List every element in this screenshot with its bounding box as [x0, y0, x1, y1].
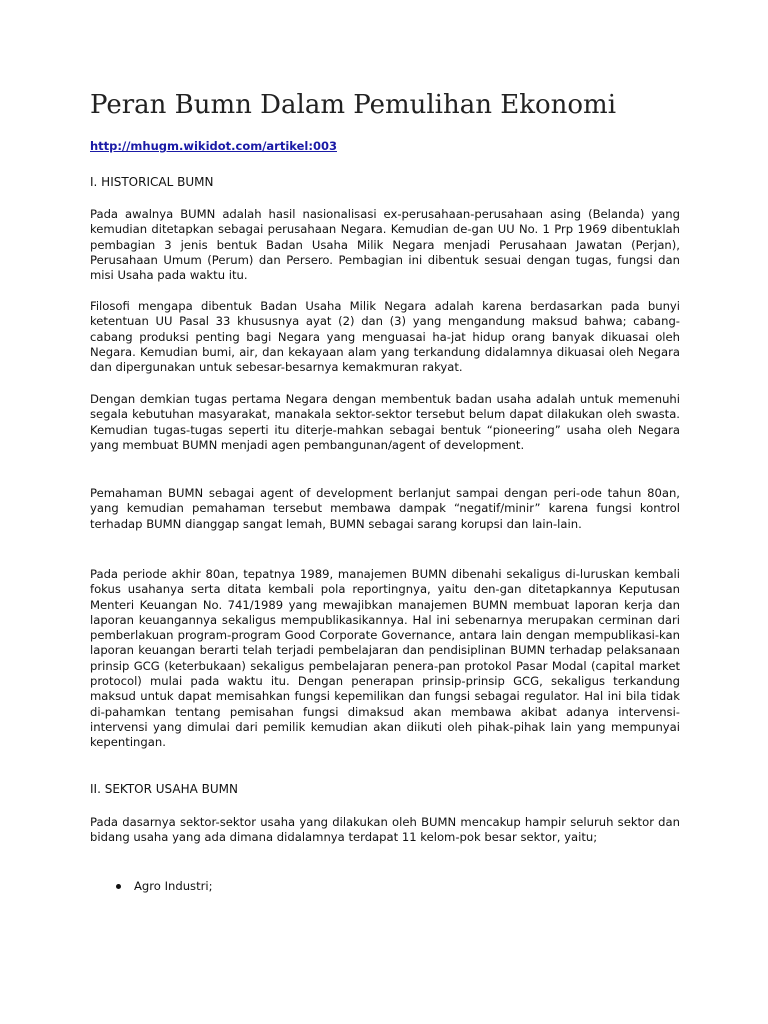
list-item-label: Agro Industri;	[134, 879, 213, 893]
paragraph-historical-3: Dengan demkian tugas pertama Negara dengan membentuk badan usaha adalah untuk memenuhi segala kebutuhan masyarakat, manakala sektor-sektor tersebut belum dapat dilakukan oleh swasta. Kemudian tugas-tugas seperti itu diterje-mahkan sebagai bentuk “pioneering” usaha oleh Negara yang membuat BUMN menjadi agen pembangunan/agent of development.	[90, 392, 680, 452]
section-heading-sektor: II. SEKTOR USAHA BUMN	[90, 782, 238, 796]
list-item	[90, 879, 213, 894]
section-heading-historical: I. HISTORICAL BUMN	[90, 175, 214, 189]
paragraph-historical-4: Pemahaman BUMN sebagai agent of development berlanjut sampai dengan peri-ode tahun 80an, yang kemudian pemahaman tersebut membawa dampak “negatif/minir” karena fungsi kontrol terhadap BUMN dianggap sangat lemah, BUMN sebagai sarang korupsi dan lain-lain.	[90, 486, 680, 531]
source-link[interactable]: http://mhugm.wikidot.com/artikel:003	[90, 139, 337, 153]
paragraph-historical-2: Filosofi mengapa dibentuk Badan Usaha Milik Negara adalah karena berdasarkan pada bunyi ketentuan UU Pasal 33 khususnya ayat (2) dan (3) yang mengandung maksud bahwa; cabang-cabang produksi penting bagi Negara yang menguasai ha-jat hidup orang banyak dikuasai oleh Negara. Kemudian bumi, air, dan kekayaan alam yang terkandung didalamnya dikuasai oleh Negara dan dipergunakan untuk sebesar-besarnya kemakmuran rakyat.	[90, 299, 680, 375]
paragraph-historical-1: Pada awalnya BUMN adalah hasil nasionalisasi ex-perusahaan-perusahaan asing (Belanda) yang kemudian ditetapkan sebagai perusahaan Negara. Kemudian de-gan UU No. 1 Prp 1969 dibentuklah pembagian 3 jenis bentuk Badan Usaha Milik Negara menjadi Perusahaan Jawatan (Perjan), Perusahaan Umum (Perum) dan Persero. Pembagian ini dibentuk sesuai dengan tugas, fungsi dan misi Usaha pada waktu itu.	[90, 207, 680, 283]
document-title: Peran Bumn Dalam Pemulihan Ekonomi	[90, 90, 617, 120]
bullet-icon	[116, 884, 121, 889]
paragraph-historical-5: Pada periode akhir 80an, tepatnya 1989, manajemen BUMN dibenahi sekaligus di-luruskan kembali fokus usahanya serta ditata kembali pola reportingnya, yaitu den-gan ditetapkannya Keputusan Menteri Keuangan No. 741/1989 yang mewajibkan manajemen BUMN membuat laporan kerja dan laporan keuangannya sekaligus mempublikasikannya. Hal ini sebenarnya merupakan cerminan dari pemberlakuan program-program Good Corporate Governance, antara lain dengan mempublikasi-kan laporan keuangan berarti telah terjadi pembelajaran dan pendisiplinan BUMN terhadap pelaksanaan prinsip GCG (keterbukaan) sekaligus pembelajaran penera-pan protokol Pasar Modal (capital market protocol) mulai pada waktu itu. Dengan penerapan prinsip-prinsip GCG, sekaligus terkandung maksud untuk dapat memisahkan fungsi kepemilikan dan fungsi sebagai regulator. Hal ini bila tidak di-pahamkan tentang pemisahan fungsi dimaksud akan membawa akibat adanya intervensi-intervensi yang dimulai dari pemilik kemudian akan diikuti oleh pihak-pihak lain yang mempunyai kepentingan.	[90, 567, 680, 750]
sector-list	[90, 879, 213, 894]
paragraph-sektor-1: Pada dasarnya sektor-sektor usaha yang dilakukan oleh BUMN mencakup hampir seluruh sektor dan bidang usaha yang ada dimana didalamnya terdapat 11 kelom-pok besar sektor, yaitu;	[90, 815, 680, 845]
